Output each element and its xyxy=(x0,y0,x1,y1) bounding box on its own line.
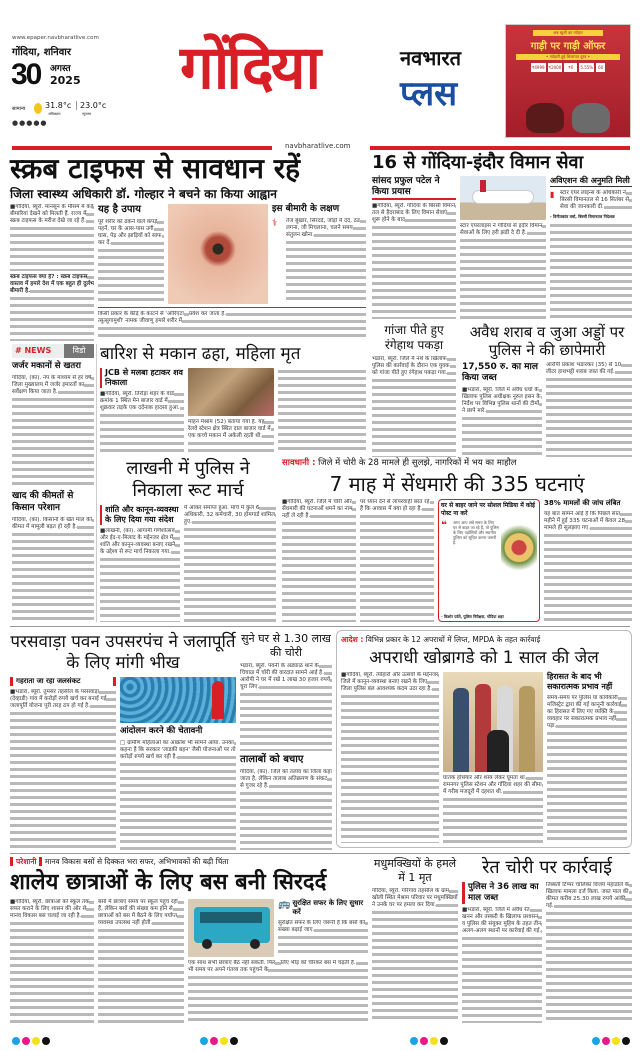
bus-kicker-line xyxy=(10,857,368,867)
ponds-text: गोंदिया, (का). जिले को तलाव का जिला कहा जाता है, लेकिन तालाब अतिक्रमण के संकट से गुजर रहे हैं. xyxy=(240,769,332,850)
water-crisis-tag: गहराता जा रहा जलसंकट xyxy=(10,677,116,686)
social-media-box xyxy=(438,499,540,622)
symptoms-text: तेज बुखार, सिरदर्द, जोड़ों में दर्द, ठंड लगना, जी मिचलाना, चलने समय संतुलन खोना. xyxy=(286,218,366,304)
lakhni-text: ■लाखनी, (का). आगामी गणेशोत्सव और ईद-ए-मिलाद के मद्देनजर क्षेत्र में शांति और कानून-व्यवस्था बनाए रखने के उद्देश्य से रूट मार्च निकाला गया. xyxy=(100,528,180,622)
scrub-headline: स्क्रब टाइफस से सावधान रहें xyxy=(10,152,301,185)
news-tag[interactable]: # NEWS xyxy=(12,344,64,358)
divider xyxy=(98,307,366,308)
burglary-headline: सुने घर से 1.30 लाख की चोरी xyxy=(241,632,331,659)
ganja-article xyxy=(372,323,456,457)
scrub-subhead: जिला स्वास्थ्य अधिकारी डॉ. गोल्हार ने बचने का किया आह्वान xyxy=(10,187,277,202)
bus-article xyxy=(10,857,368,1023)
mpda-text: ■गोंदिया, ब्यूरो. त्योहारों और उत्सवों के मद्देनजर जिले में कानून-व्यवस्था बनाए रखने के लिए जिला पुलिस बल आवश्यक कदम उठा रहा है. xyxy=(341,672,439,843)
mpda-kicker-text: विभिन्न प्रकार के 12 अपराधों में लिप्त, MPDA के तहत कार्रवाई xyxy=(365,635,541,644)
social-icons[interactable]: ●●●●● xyxy=(12,119,48,127)
rain-article xyxy=(100,344,366,454)
custody-title: हिरासत के बाद भी सकारात्मक प्रभाव नहीं xyxy=(547,672,613,691)
burglary-text: भंडारा, ब्यूरो. पवनी के अड्याळ थाने के चिचाळ में चोरी की वारदात सामने आई है. आरोपी ने घर में रखे 1 लाख 30 हजार रुपये चुरा लिए. xyxy=(240,663,332,751)
rain-subhead: JCB से मलबा हटाकर शव निकाला xyxy=(100,368,184,388)
temp-min: 23.0°c xyxy=(76,101,106,110)
temp-max-label: अधिकतम xyxy=(48,112,61,116)
temp-min-label: न्यूनतम xyxy=(82,112,92,116)
custody-text: समय-समय पर पुलिस या कार्यकारी मजिस्ट्रेट द्वारा की गई कानूनी कार्रवाई का हिरासत में लिए गए व्यक्ति के व्यवहार पर सकारात्मक प्रभाव नहीं पड़ा. xyxy=(547,695,627,843)
ad-price: 60 xyxy=(598,65,604,70)
aviation-title: अविएशन की अनुमति मिली xyxy=(550,176,632,187)
section-divider xyxy=(10,853,630,854)
bus-kicker: परेशानी xyxy=(10,857,42,866)
flight-body: स्टार एयरलाइंस ने गोंदिया से इंदौर विमान सेवाओं के लिए हरी झंडी दे दी है. xyxy=(460,223,546,319)
lakhni-text-2: में आकर समाप्त हुआ. मार्च में कुल 6 अधिकारी, 32 कर्मचारी, 30 होमगार्ड शामिल हुए. xyxy=(184,505,276,622)
decay-text: गोंदिया, (का). नप के माध्यम से हर वर्ष जिला मुख्यालय में जर्जर इमारतों का सर्वेक्षण किया जाता है. xyxy=(12,375,94,487)
bees-headline: मधुमक्खियों के हमले में 1 मृत xyxy=(373,857,457,884)
sand-text: ■भंडारा, ब्यूरो. जिले में अवैध रेत खनन और तस्करी के खिलाफ प्रशासन व पुलिस की संयुक्त मुहिम के तहत तीन अलग-अलग स्थानों पर कार्रवाई की गई. xyxy=(462,907,542,1023)
liquor-subhead: 17,550 रु. का माल किया जब्त xyxy=(462,362,538,383)
ad-title: गाड़ी पर गाड़ी ऑफर xyxy=(530,41,606,52)
liquor-text-2: आरोपी प्रकाश भंडारकर (35) से 10 लीटर हाथभट्टी शराब जब्त की गई. xyxy=(546,362,632,457)
scrub-lead: ■गोंदिया, ब्यूरो. मानसून के मौसम में कई बीमारियां देखने को मिलती हैं. राज्य में स्क्रब टाइफस के मरीज देखे जा रहे हैं. xyxy=(10,204,94,271)
pending-text: यह बात सामने आई है कि पिछले सात महीने में हुई 335 घटनाओं में केवल 28 मामले ही सुलझाए गए. xyxy=(544,511,632,622)
ad-price: ₹2000 xyxy=(548,65,562,70)
theft-kicker: सावधानी : xyxy=(282,458,316,468)
logo-main: गोंदिया xyxy=(180,33,319,103)
site-url[interactable]: navbharatlive.com xyxy=(285,142,351,150)
box-quote-by: - किशोर पर्वते, पुलिस निरीक्षक, गोंदिया शहर xyxy=(441,614,504,619)
safe-travel-title: सुरक्षित सफर के लिए सुधार करें xyxy=(292,899,364,916)
mpda-headline: अपराधी खोब्रागडे को 1 साल की जेल xyxy=(369,648,599,668)
date-day: 30 xyxy=(11,58,41,91)
logo-bottom: प्लस xyxy=(400,74,458,114)
mpda-kicker-line xyxy=(341,635,627,645)
mpda-kicker: आदेश : xyxy=(341,635,364,644)
bus-kicker-text: मानव विकास बसों से दिक्कत भरा सफर, अभिभावकों की बढ़ी चिंता xyxy=(44,857,229,866)
agitation-text: □ ग्रामीण महिलाओं का आक्रोश भी सामने आया. उनका कहना है कि सरकार 'लाडकी बहन' जैसी योजनाओं पर तो करोड़ों रुपये खर्च कर रही है. xyxy=(120,740,236,850)
bus-text: ■गोंदिया, ब्यूरो. छात्राओं को स्कूल तक सफर कराने के लिए शासन की ओर से मानव विकास बस चलाई जा रही है. xyxy=(10,899,94,1023)
weather-icon xyxy=(34,103,42,114)
paraswada-text: ■भंडारा, ब्यूरो. तुमसर तहसील के परसवाड़ा (देव्हाडी) गांव में करोड़ों रुपये खर्च कर बनाई गई जलापूर्ति योजना पूरी तरह ठप हो गई है. xyxy=(10,689,116,850)
aviation-quote-by: - विनीतकांत वर्मा, बिरसी विमानतल निदेशक xyxy=(550,214,615,220)
masthead xyxy=(0,0,640,142)
ganja-text: भंडारा, ब्यूरो. जिले में नशे के खिलाफ पुलिस की कार्रवाई के दौरान एक युवक को गांजा पीते हुए रंगेहाथ पकड़ा गया. xyxy=(372,356,456,457)
theft-kicker-text: जिले में चोरी के 28 मामले ही सुलझे, नागरिकों में भय का माहौल xyxy=(318,458,517,468)
website-url[interactable]: www.epaper.navbharatlive.com xyxy=(12,35,99,41)
remedy-title: यह है उपाय xyxy=(98,204,141,216)
registration-marks xyxy=(200,1030,240,1049)
ad-price: 5.55% xyxy=(580,65,594,70)
decay-headline: जर्जर मकानों से खतरा xyxy=(12,361,81,371)
liquor-text: ■भंडारा, ब्यूरो. जिले में अवैध धंधों के खिलाफ पुलिस अधीक्षक नूरुल हसन के निर्देश पर विभिन्न पुलिस थानों की टीमों ने छापे मारे. xyxy=(462,387,542,457)
weather-label: सामान्य xyxy=(12,106,26,112)
flight-article xyxy=(372,153,632,319)
ad-strip: • त्योहारी हुई शिकायत दूरत • xyxy=(516,54,620,60)
burglary-article xyxy=(240,632,332,850)
rain-text: ■गोंदिया, ब्यूरो. तिरोड़ा शहर के वार्ड क्रमांक 1 स्थित मेन बाजार वार्ड में शुक्रवार तड़के एक दर्दनाक हादसा हुआ. xyxy=(100,391,184,454)
scooter-image xyxy=(572,103,610,133)
rain-text-3 xyxy=(278,368,366,454)
aviation-text: स्टार एयर लाइन्स के अधिकारी ने बिरसी विमानतल से 16 सितंबर से सेवा की जानकारी दी. xyxy=(560,190,632,211)
rain-text-2: मोहन मेश्राम (52) बताया गया है. यह रेलवे स्टेशन क्षेत्र स्थित दाल बाजार वार्ड में एक कच्चे मकान में अकेली रहती थी. xyxy=(188,419,274,454)
bus-text-3: एक साथ सभी छात्राएं बैठ नहीं सकती. फिर भी समय पर अपने गंतव्य तक पहुंचने के लिए भीड़ को चीरकर बस में चढ़ती हैं. xyxy=(188,960,368,1023)
date-month: अगस्त xyxy=(50,64,71,74)
box-text: अगर आप लंबे समय के लिए घर से बाहर जा रहे हैं, तो पुलिस के लिए पड़ोसियों और स्थानीय पुलिस को सूचित करना जरूरी है. xyxy=(453,520,499,545)
lakhni-subhead: शांति और कानून-व्यवस्था के लिए दिया गया संदेश xyxy=(100,505,180,525)
ganja-headline: गांजा पीते हुए रंगेहाथ पकड़ा xyxy=(384,323,444,352)
paraswada-article xyxy=(10,632,236,850)
ad-price: ₹0 xyxy=(564,63,577,72)
bees-article xyxy=(372,857,458,1023)
paraswada-headline: परसवाड़ा पवन उपसरपंच ने जलापूर्ति के लिए मांगी भीख xyxy=(10,632,236,673)
bus-icon: 🚌 xyxy=(278,899,291,910)
video-tag[interactable]: विडो xyxy=(64,344,94,358)
theft-kicker-line xyxy=(282,458,632,469)
liquor-article xyxy=(462,323,632,457)
airplane-image xyxy=(460,176,546,220)
masthead-rule-right xyxy=(370,146,630,150)
news-video-column xyxy=(12,344,94,622)
logo-top: नवभारत xyxy=(400,46,462,70)
police-officers-photo xyxy=(443,672,543,772)
scrub-body: किसी प्रकार के कीड़े के काटने से 'ओरिएंटा त्सुत्सुगामुशी' नामक जीवाणु हमारे शरीर में प्रवेश कर जाता है. xyxy=(98,311,366,341)
skin-lesion-image xyxy=(168,204,268,304)
flight-subhead: सांसद प्रफुल पटेल ने किया प्रयास xyxy=(372,176,456,200)
temp-max: 31.8°c xyxy=(45,101,72,110)
protest-crowd-image xyxy=(120,677,236,723)
sand-text-2: तिब्बती टिप्पर चालिका विजय महाडोले के खिलाफ मामला दर्ज किया. जब्त माल की कीमत करीब 25.30 लाख रुपये आंकी गई. xyxy=(546,882,632,1023)
bus-text-2: बसों में छात्राएं समय पर स्कूल पहुंच रही हैं, लेकिन बसों की संख्या कम होने से छात्राओं को बस में बैठने के लिए पर्याप्त व्यवस्था उपलब्ध नहीं होती. xyxy=(98,899,184,1023)
liquor-headline: अवैध शराब व जुआ अड्डों पर पुलिस ने की छापेमारी xyxy=(469,323,625,359)
registration-marks xyxy=(592,1030,632,1049)
quote-icon: ▮ xyxy=(550,190,555,200)
rain-headline: बारिश से मकान ढहा, महिला मृत xyxy=(100,344,301,364)
theft-article xyxy=(282,458,632,622)
date-year: 2025 xyxy=(50,74,81,87)
ad-kicker: अब खुशी का त्योहार xyxy=(533,30,603,36)
quote-icon: ❝ xyxy=(441,520,447,531)
mpda-text-2: घातक हथियार और शस्त्र लेकर घूमता था. रामनगर पुलिस स्टेशन और गोंदिया शहर की सीमा में गरीब मजदूरों में दहशत थी. xyxy=(443,775,543,843)
collapsed-house-image xyxy=(188,368,274,416)
masthead-rule-left xyxy=(12,146,272,150)
city-day: गोंदिया, शनिवार xyxy=(12,47,71,58)
flight-lead: ■गोंदिया, ब्यूरो. गोंदिया के बिरसी विमान तल से हैदराबाद के लिए विमान सेवाएं शुरू होने के बाद xyxy=(372,203,456,319)
section-divider xyxy=(10,626,630,627)
symptoms-title: इस बीमारी के लक्षण xyxy=(272,204,340,215)
fertilizer-headline: खाद की कीमतों से किसान परेशान xyxy=(12,491,74,513)
sand-subhead: पुलिस ने 36 लाख का माल जब्त xyxy=(462,882,542,904)
lakhni-headline: लाखनी में पुलिस ने निकाला रूट मार्च xyxy=(126,458,250,501)
ponds-headline: तालाबों को बचाए xyxy=(240,754,304,765)
stethoscope-icon: ⚕ xyxy=(272,218,278,230)
registration-marks xyxy=(410,1030,450,1049)
theft-headline: 7 माह में सेंधमारी की 335 घटनाएं xyxy=(329,472,585,496)
flight-headline: 16 से गोंदिया-इंदौर विमान सेवा xyxy=(372,152,584,173)
scooter-image xyxy=(526,103,564,133)
thief-illustration xyxy=(501,520,537,612)
agitation-warning: आंदोलन करने की चेतावनी xyxy=(120,726,203,736)
sand-article xyxy=(462,857,632,1023)
bus-headline: शालेय छात्राओं के लिए बस बनी सिरदर्द xyxy=(10,870,327,895)
aviation-text-2 xyxy=(550,222,632,319)
advertisement[interactable] xyxy=(505,24,631,138)
scrub-article xyxy=(10,153,366,341)
ad-price: ₹4999 xyxy=(531,65,545,70)
safe-travel-text: सुरक्षित सफर के लिए जरूरी है कि बसों की संख्या बढ़ाई जाए. xyxy=(278,920,368,957)
theft-text-2: पर ध्यान देने से लापरवाही बरत रहे हैं कि आवास में क्या हो रहा है. xyxy=(360,499,434,622)
box-title: घर से बाहर जाने पर सोशल मिडिया में कोई पोस्ट ना करें xyxy=(441,502,535,517)
mpda-box xyxy=(336,630,632,848)
scrub-question: स्क्रब टाइफस क्या है? : स्क्रब टाइफस वास्तव में हमारे देश में एक बहुत ही दुर्लभ बीमारी है. xyxy=(10,274,94,341)
pending-title: 38% मामलों की जांच लंबित xyxy=(544,499,621,507)
bees-text: गोंदिया, ब्यूरो. गोरेगांव तहसील के ग्राम खोली स्थित मेश्राम परिवार पर मधुमक्खियों ने उनके घर पर हमला कर दिया. xyxy=(372,888,458,1023)
sand-headline: रेत चोरी पर कार्रवाई xyxy=(482,857,612,878)
fertilizer-text: गोंदिया, (का). किसानों के खेत माल की कीमत में मामूली बढ़त हो रही है. xyxy=(12,517,94,622)
registration-marks xyxy=(12,1030,52,1049)
theft-text: ■गोंदिया, ब्यूरो. जिले में चोरी और सेंधमारी की घटनाओं थमने का नाम नहीं ले रही है. xyxy=(282,499,356,622)
column-divider xyxy=(96,344,97,622)
school-bus-image xyxy=(188,899,274,957)
lakhni-article xyxy=(100,458,276,622)
remedy-text: पूरे शरीर को ढकने वाले कपड़े पहनें, घर के आस-पास उगी घास, पेड़ और झाड़ियों को साफ कर दें. xyxy=(98,219,164,304)
